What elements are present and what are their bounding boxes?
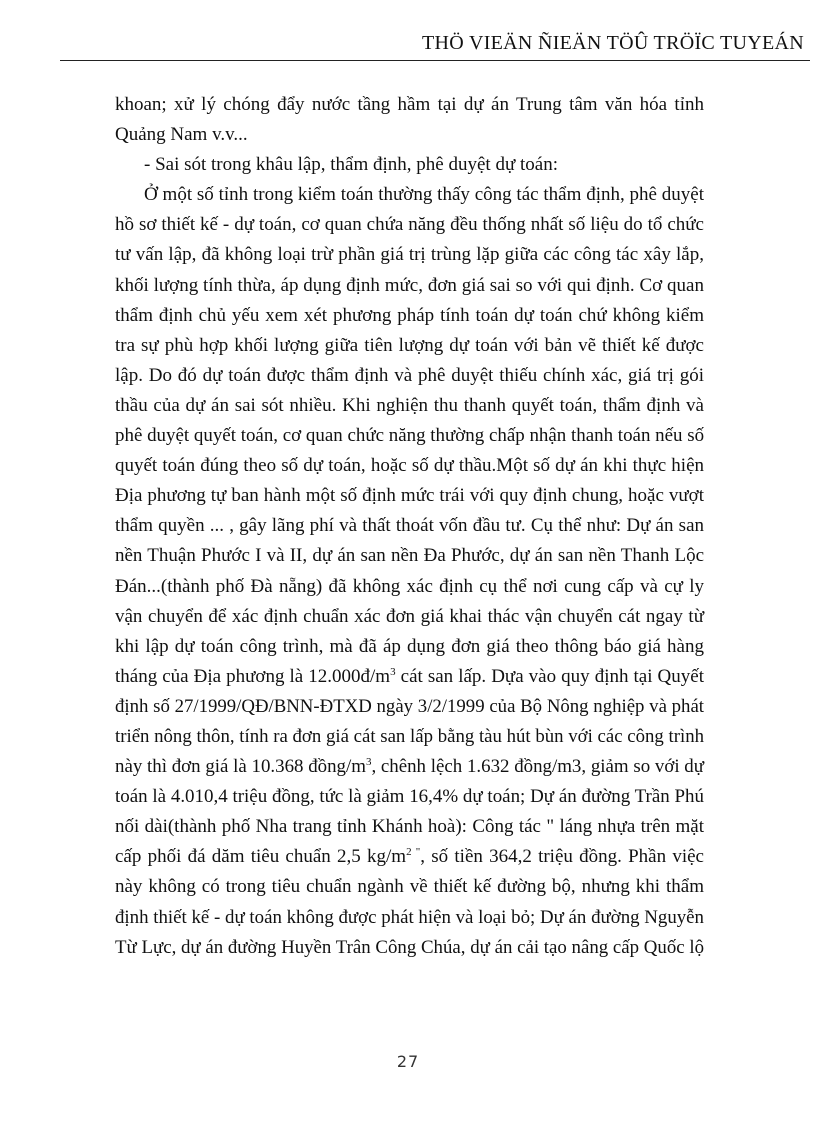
text-line: định số 27/1999/QĐ/BNN-ĐTXD ngày 3/2/1999 của Bộ Nông nghiệp và phát: [115, 695, 704, 717]
text-line: Quảng Nam v.v...: [115, 124, 248, 146]
text-line: này không có trong tiêu chuẩn ngành về thiết kế đường bộ, nhưng khi thẩm: [115, 876, 704, 898]
text-line: Từ Lực, dự án đường Huyền Trân Công Chúa, dự án cải tạo nâng cấp Quốc lộ: [115, 936, 705, 958]
body-text: [115, 90, 704, 963]
text-line: thầu của dự án sai sót nhiều. Khi nghiện thu thanh quyết toán, thẩm định và: [115, 394, 704, 416]
text-line: vận chuyển để xác định chuẩn xác đơn giá khai thác vận chuyển cát ngay từ: [115, 605, 704, 627]
page-header: [60, 28, 810, 61]
text-line: tư vấn lập, đã không loại trừ phần giá trị trùng lặp giữa các công tác xây lắp,: [115, 244, 704, 266]
text-line: khối lượng tính thừa, áp dụng định mức, đơn giá sai so với qui định. Cơ quan: [115, 274, 704, 296]
text-line: khoan; xử lý chóng đẩy nước tầng hầm tại dự án Trung tâm văn hóa tỉnh: [115, 94, 704, 115]
superscript: 3: [365, 756, 372, 769]
text-line: tra sự phù hợp khối lượng giữa tiên lượng dự toán với bản vẽ thiết kế được: [115, 334, 704, 356]
text-line: thẩm định chủ yếu xem xét phương pháp tính toán dự toán chứ không kiểm: [115, 304, 704, 326]
text-line: này thì đơn giá là 10.368 đồng/$m^3$, chênh lệch 1.632 đồng/m3, giảm so với dự: [115, 756, 704, 778]
page-number: 27: [396, 1052, 420, 1071]
text-line: Đán...(thành phố Đà nẵng) đã không xác định cụ thể nơi cung cấp và cự ly: [115, 575, 704, 597]
text-line: hồ sơ thiết kế - dự toán, cơ quan chứa năng đều thống nhất số liệu do tổ chức: [115, 214, 704, 236]
text-line: triển nông thôn, tính ra đơn giá cát san lấp bằng tàu hút bùn với các công trình: [115, 725, 704, 747]
text-line: - Sai sót trong khâu lập, thẩm định, phê duyệt dự toán:: [144, 154, 558, 176]
text-line: cấp phối đá dăm tiêu chuẩn 2,5 $kg/m^{2 "}$, số tiền 364,2 triệu đồng. Phần việc: [115, 846, 704, 868]
header-title: THÖ VIEÄN ÑIEÄN TÖÛ TRÖÏC TUYEÁN: [422, 32, 804, 54]
text-line: thẩm quyền ... , gây lãng phí và thất thoát vốn đầu tư. Cụ thể như: Dự án san: [115, 515, 704, 537]
text-line: Ở một số tỉnh trong kiểm toán thường thấy công tác thẩm định, phê duyệt: [144, 184, 704, 206]
superscript: 3: [390, 665, 396, 678]
text-line: nối dài(thành phố Nha trang tỉnh Khánh hoà): Công tác " láng nhựa trên mặt: [115, 816, 704, 838]
text-line: định thiết kế - dự toán không được phát hiện và loại bỏ; Dự án đường Nguyễn: [115, 906, 704, 928]
text-line: lập. Do đó dự toán được thẩm định và phê duyệt thiếu chính xác, giá trị gói: [115, 364, 704, 386]
text-line: quyết toán đúng theo số dự toán, hoặc số dự thầu.Một số dự án khi thực hiện: [115, 455, 704, 477]
text-line: phê duyệt quyết toán, cơ quan chức năng thường chấp nhận thanh toán nếu số: [115, 425, 705, 447]
text-line: toán là 4.010,4 triệu đồng, tức là giảm 16,4% dự toán; Dự án đường Trần Phú: [115, 786, 704, 808]
text-line: khi lập dự toán công trình, mà đã áp dụng đơn giá theo thông báo giá hàng: [115, 635, 704, 657]
text-line: Địa phương tự ban hành một số định mức trái với quy định chung, hoặc vượt: [115, 485, 704, 507]
text-line: nền Thuận Phước I và II, dự án san nền Đa Phước, dự án san nền Thanh Lộc: [115, 545, 704, 567]
text-line: tháng của Địa phương là $12.000đ/m^3$ cát san lấp. Dựa vào quy định tại Quyết: [115, 665, 704, 687]
superscript: 2 ": [406, 846, 421, 859]
